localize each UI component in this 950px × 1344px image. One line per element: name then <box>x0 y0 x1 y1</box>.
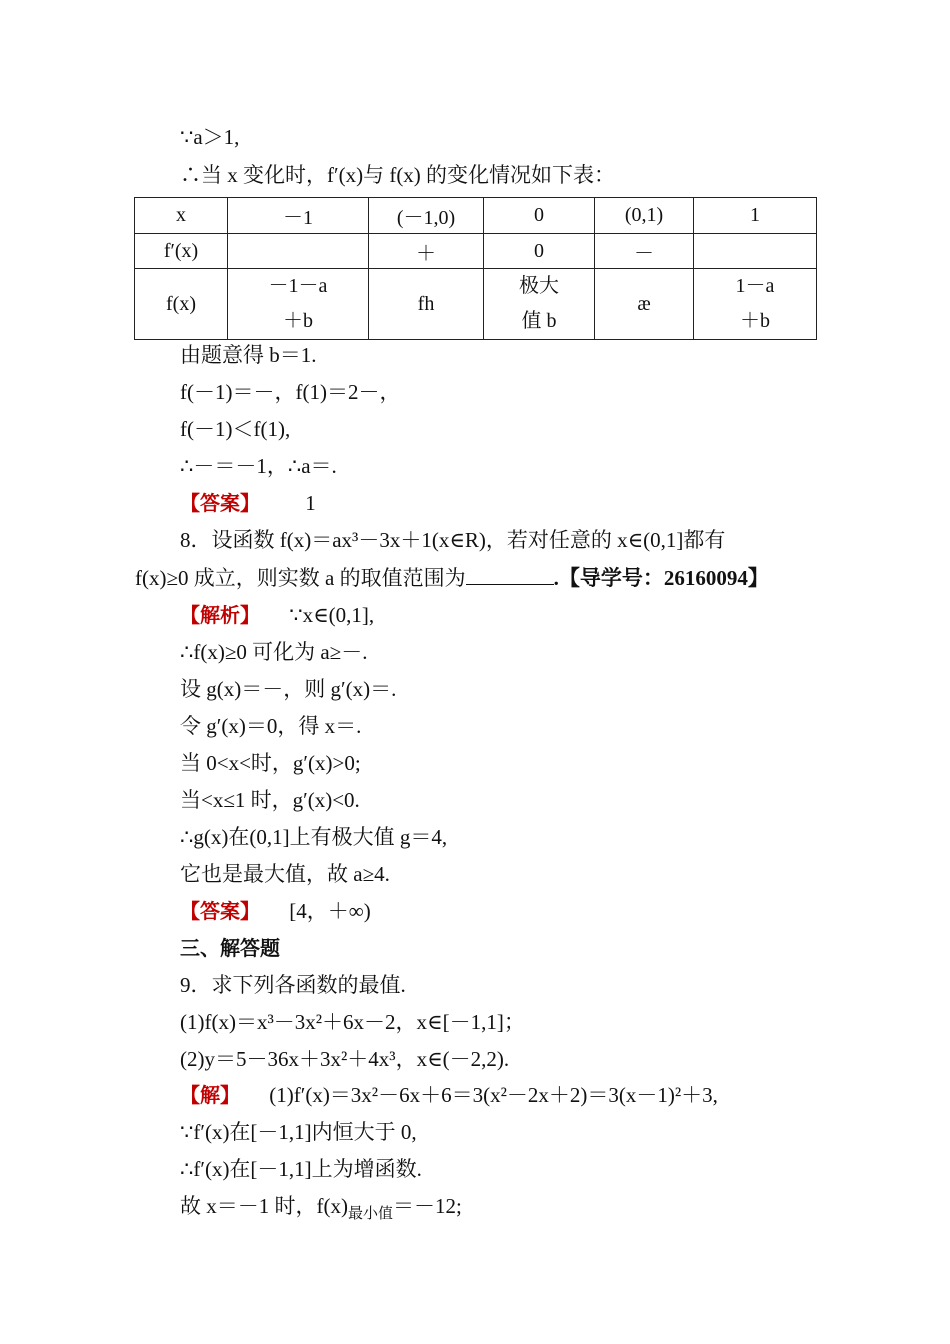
table-cell: －1 <box>228 198 369 234</box>
table-cell: ＋ <box>369 234 484 269</box>
cell-line: ＋b <box>283 310 313 332</box>
analysis-text: ∵x∈(0,1], <box>289 603 375 627</box>
answer-tag: 【答案】 <box>180 899 260 923</box>
variation-table <box>134 197 817 340</box>
table-row <box>135 198 817 234</box>
text-line: 由题意得 b＝1. <box>180 343 317 367</box>
answer-value: 1 <box>305 491 316 515</box>
cell-line: ＋b <box>740 310 770 332</box>
question-8-line2 <box>135 564 769 592</box>
text-line: f(－1)＝－，f(1)＝2－， <box>180 380 401 404</box>
answer-line <box>180 897 371 925</box>
answer-line <box>180 489 316 517</box>
question-9-part1: (1)f(x)＝x³－3x²＋6x－2，x∈[－1,1]； <box>180 1010 525 1034</box>
table-cell <box>595 269 694 340</box>
table-cell: 1 <box>694 198 817 234</box>
table-cell: (－1,0) <box>369 198 484 234</box>
solution-tag: 【解】 <box>180 1083 240 1107</box>
table-cell <box>369 269 484 340</box>
question-9-title: 9．求下列各函数的最值. <box>180 973 406 997</box>
table-cell <box>694 234 817 269</box>
question-8-ref: .【导学号：26160094】 <box>553 566 769 590</box>
analysis-tag: 【解析】 <box>180 603 260 627</box>
text-segment: 故 x＝－1 时，f(x) <box>180 1194 348 1218</box>
text-line: ∴－＝－1，∴a＝. <box>180 454 337 478</box>
text-line <box>180 1192 462 1228</box>
text-line: f(－1)＜f(1), <box>180 417 291 441</box>
solution-text: (1)f′(x)＝3x²－6x＋6＝3(x²－2x＋2)＝3(x－1)²＋3, <box>269 1083 718 1107</box>
text-line: 当<x≤1 时，g′(x)<0. <box>180 788 360 812</box>
question-9-part2: (2)y＝5－36x＋3x²＋4x³，x∈(－2,2). <box>180 1047 510 1071</box>
table-cell: f′(x) <box>135 234 228 269</box>
text-line: 令 g′(x)＝0，得 x＝. <box>180 714 362 738</box>
table-cell: (0,1) <box>595 198 694 234</box>
table-cell <box>228 234 369 269</box>
answer-blank <box>466 564 554 585</box>
analysis-line <box>180 601 374 629</box>
text-line: 它也是最大值，故 a≥4. <box>180 862 390 886</box>
table-cell <box>694 269 817 340</box>
text-line: ∵a＞1, <box>180 125 240 149</box>
text-line: ∴g(x)在(0,1]上有极大值 g＝4, <box>180 825 448 849</box>
text-segment: ＝－12; <box>393 1194 462 1218</box>
answer-value: [4，＋∞) <box>289 899 371 923</box>
answer-tag: 【答案】 <box>180 491 260 515</box>
table-cell: － <box>595 234 694 269</box>
solution-line <box>180 1081 718 1109</box>
cell-line: －1－a <box>268 275 328 297</box>
table-cell: 0 <box>484 234 595 269</box>
cell-line: 极大 <box>519 275 559 297</box>
table-cell: 0 <box>484 198 595 234</box>
table-row <box>135 269 817 340</box>
text-line: ∴f(x)≥0 可化为 a≥－. <box>180 640 368 664</box>
cell-line: 1－a <box>735 275 775 297</box>
text-line: 设 g(x)＝－，则 g′(x)＝. <box>180 677 397 701</box>
table-cell <box>484 269 595 340</box>
text-line: ∴当 x 变化时，f′(x)与 f(x) 的变化情况如下表： <box>180 163 616 187</box>
text-line: ∴f′(x)在[－1,1]上为增函数. <box>180 1157 422 1181</box>
text-line: 当 0<x<时，g′(x)>0; <box>180 751 361 775</box>
text-line: ∵f′(x)在[－1,1]内恒大于 0, <box>180 1120 417 1144</box>
section-heading: 三、解答题 <box>180 936 280 960</box>
cell-line: fh <box>417 292 435 315</box>
table-cell: x <box>135 198 228 234</box>
cell-line: æ <box>637 292 651 315</box>
question-8-line1: 8．设函数 f(x)＝ax³－3x＋1(x∈R)，若对任意的 x∈(0,1]都有 <box>180 528 726 552</box>
question-8-text: f(x)≥0 成立，则实数 a 的取值范围为 <box>135 566 466 590</box>
min-subscript: 最小值 <box>347 1206 393 1223</box>
table-cell: f(x) <box>135 269 228 340</box>
table-row <box>135 234 817 269</box>
table-cell <box>228 269 369 340</box>
cell-line: 值 b <box>521 310 557 332</box>
